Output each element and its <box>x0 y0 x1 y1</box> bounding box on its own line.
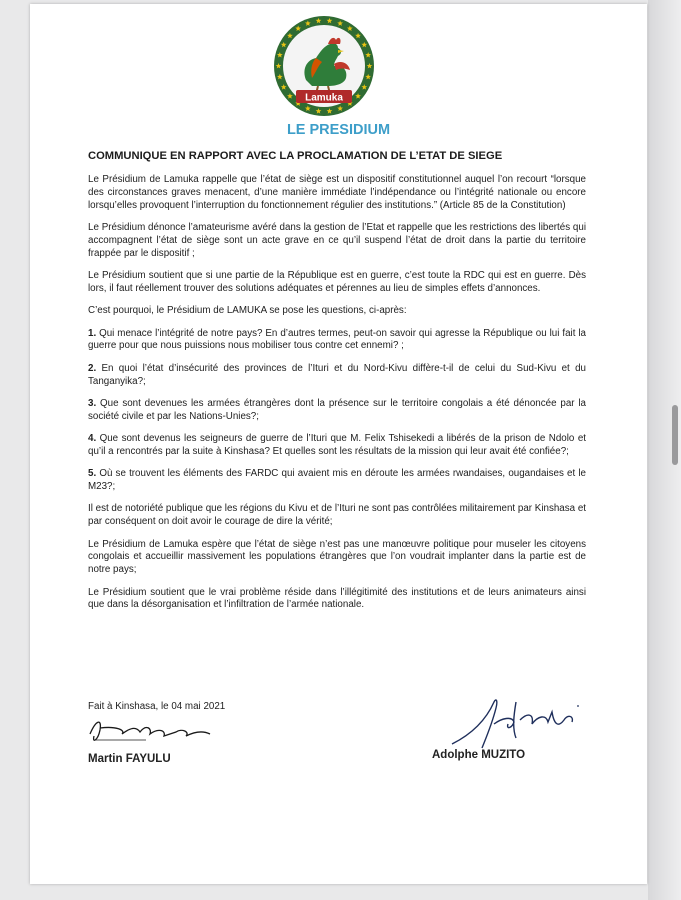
paragraph-amateurism: Le Présidium dénonce l’amateurisme avéré dans la gestion de l’Etat et rappelle que les restrictions des libertés qui accompagnent l’état de siège sont un acte grave en ce qu’il suspend l’état de droit dans la partie du territoire frappée par le dispositif ; <box>88 221 586 259</box>
question-number: 1. <box>88 327 97 339</box>
signature-muzito <box>442 694 612 754</box>
question-5 <box>88 468 586 494</box>
question-text: Que sont devenus les seigneurs de guerre de l’Ituri que M. Felix Tshisekedi a libérés de la prison de Ndolo et qu’il a rencontrés par la suite à Kinshasa? Et quelles sont les résultats de la mission qui leur avait été confiée?; <box>88 433 586 457</box>
paragraph-war: Le Présidium soutient que si une partie de la République est en guerre, c’est toute la RDC qui est en guerre. Dès lors, il faut réellement trouver des solutions adéquates et pérennes au lieu de simples effets d’annonces. <box>88 269 586 294</box>
question-number: 2. <box>88 362 97 374</box>
lamuka-logo <box>272 14 376 118</box>
document-title: COMMUNIQUE EN RAPPORT AVEC LA PROCLAMATION DE L’ETAT DE SIEGE <box>88 150 503 162</box>
paragraph-notoriety: Il est de notoriété publique que les régions du Kivu et de l’Ituri ne sont pas contrôlées militairement par Kinshasa et par conséquent on doit avoir le courage de dire la vérité; <box>88 503 586 528</box>
document-page <box>30 4 647 884</box>
question-number: 3. <box>88 397 97 409</box>
question-2 <box>88 363 586 389</box>
paragraph-questions-intro: C’est pourquoi, le Présidium de LAMUKA se pose les questions, ci-après: <box>88 305 407 317</box>
signer-name-left: Martin FAYULU <box>88 753 171 765</box>
paragraph-illegitimacy: Le Présidium soutient que le vrai problème réside dans l’illégitimité des institutions et de leurs animateurs ainsi que dans la désorganisation et l’infiltration de l’armée nationale. <box>88 586 586 611</box>
question-number: 5. <box>88 468 97 480</box>
question-3 <box>88 398 586 424</box>
date-line: Fait à Kinshasa, le 04 mai 2021 <box>88 701 226 712</box>
question-text: Que sont devenues les armées étrangères dont la présence sur le territoire congolais a été dénoncée par la société civile et par les Nations-Unies?; <box>88 397 586 422</box>
question-text: Où se trouvent les éléments des FARDC qui avaient mis en déroute les armées rwandaises, ougandaises et le M23?; <box>88 468 586 493</box>
communique-body <box>88 174 586 622</box>
scrollbar-thumb[interactable] <box>672 405 678 465</box>
question-4 <box>88 433 586 459</box>
question-1 <box>88 328 586 354</box>
signature-fayulu <box>86 710 216 750</box>
question-text: Qui menace l’intégrité de notre pays? En d’autres termes, peut-on savoir qui agresse la République ou lui fait la guerre pour que nous puissions nous mobiliser tous contre cet ennemi? ; <box>88 327 586 352</box>
organization-title: LE PRESIDIUM <box>286 122 391 138</box>
logo-text: Lamuka <box>305 92 343 104</box>
question-text: En quoi l’état d’insécurité des provinces de l’Ituri et du Nord-Kivu diffère-t-il de celui du Sud-Kivu et du Tanganyika?; <box>88 362 586 387</box>
paragraph-article-85: Le Présidium de Lamuka rappelle que l’état de siège est un dispositif constitutionnel auquel l’on recourt “lorsque des circonstances graves menacent, d’une manière immédiate l’indépendance ou l’intégrité nationale ou encore lorsqu’elles provoquent l’interruption du fonctionnement régulier des institutions.” (Article 85 de la Constitution) <box>88 174 586 211</box>
question-number: 4. <box>88 433 97 445</box>
signer-name-right: Adolphe MUZITO <box>432 749 526 761</box>
paragraph-maneuver: Le Présidium de Lamuka espère que l’état de siège n’est pas une manœuvre politique pour museler les citoyens congolais et accueillir massivement les populations étrangères que l’on voudrait implanter dans la partie est de notre pays; <box>88 538 586 576</box>
